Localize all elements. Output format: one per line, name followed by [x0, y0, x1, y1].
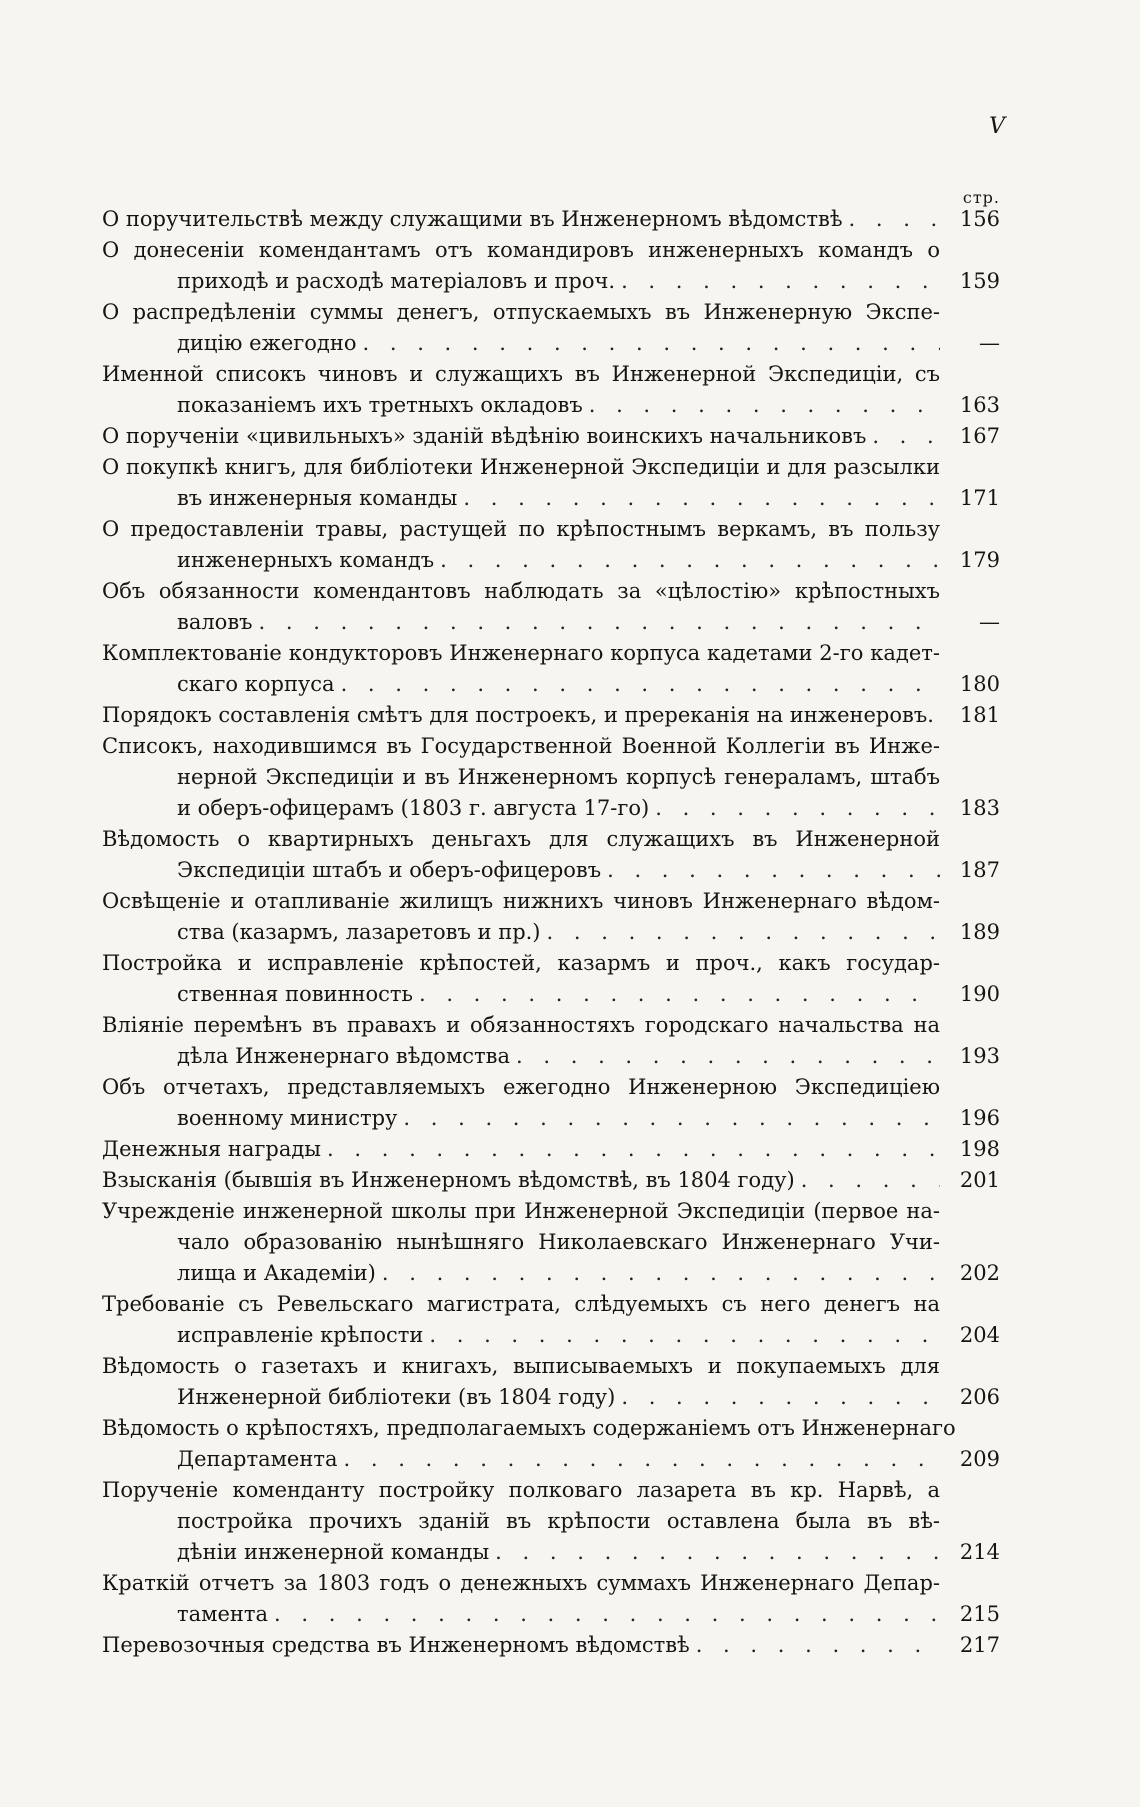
dot-leader [357, 328, 941, 359]
toc-entry-line [102, 390, 1000, 421]
toc-entry [102, 638, 1000, 700]
toc-entry-line [102, 1258, 1000, 1289]
dot-leader [268, 1599, 940, 1630]
dot-leader [338, 1444, 941, 1475]
toc-entry-line [102, 669, 1000, 700]
toc-entry-line [102, 1351, 1000, 1382]
toc-entry-text: Порученіе коменданту постройку полковаго лазарета въ кр. Нарвѣ, а [102, 1478, 940, 1502]
dot-leader [795, 1165, 940, 1196]
toc-entry-text: Вліяніе перемѣнъ въ правахъ и обязанностяхъ городскаго начальства на [102, 1013, 940, 1037]
toc-entry-page: 156 [959, 207, 1000, 231]
toc-entry-page: 217 [959, 1633, 1000, 1657]
toc-entry-page: 183 [959, 796, 1000, 820]
toc-entry [102, 1072, 1000, 1134]
toc-entry [102, 576, 1000, 638]
dot-leader [397, 1103, 940, 1134]
toc-entry [102, 1630, 1000, 1661]
toc-entry-text: военному министру [177, 1106, 398, 1130]
dot-leader [601, 855, 940, 886]
toc-entry [102, 1351, 1000, 1413]
toc-entry-text: исправленіе крѣпости [177, 1323, 424, 1347]
toc-entry-line [102, 607, 1000, 638]
dot-leader [541, 917, 940, 948]
toc-entry-line [102, 1382, 1000, 1413]
toc-entry-line [102, 638, 1000, 669]
toc-entry-text: скаго корпуса [177, 672, 335, 696]
toc-entry [102, 824, 1000, 886]
toc-entry-page: 214 [959, 1540, 1000, 1564]
toc-entry-text: Объ отчетахъ, представляемыхъ ежегодно Инженерною Экспедиціею [102, 1075, 940, 1099]
toc-entry-text: О донесеніи комендантамъ отъ командировъ инженерныхъ командъ о [102, 238, 940, 262]
page-column-header: стр. [962, 188, 1000, 207]
toc-entry-line [102, 700, 1000, 731]
toc-entry [102, 948, 1000, 1010]
toc-entry-line [102, 576, 1000, 607]
toc-entry-page: 198 [959, 1137, 1000, 1161]
toc-entry-line [102, 1630, 1000, 1661]
toc-entry [102, 359, 1000, 421]
dot-leader [843, 204, 941, 235]
toc-entry-page: — [979, 331, 1000, 355]
toc-entry-line [102, 1010, 1000, 1041]
toc-entry-text: ства (казармъ, лазаретовъ и пр.) [177, 920, 541, 944]
dot-leader [423, 1320, 940, 1351]
toc-entry-page: 204 [959, 1323, 1000, 1347]
toc-entry-line [102, 1599, 1000, 1630]
toc-entry-text: Инженерной библіотеки (въ 1804 году) [177, 1385, 616, 1409]
toc-entry-page: 209 [959, 1447, 1000, 1471]
toc-entry-text: Освѣщеніе и отапливаніе жилищъ нижнихъ чиновъ Инженернаго вѣдом- [102, 889, 940, 913]
toc-entry [102, 700, 1000, 731]
toc-entry [102, 731, 1000, 824]
dot-leader [615, 1382, 940, 1413]
toc-entry [102, 235, 1000, 297]
toc-entry-line [102, 328, 1000, 359]
toc-entry-text: Списокъ, находившимся въ Государственной Военной Коллегіи въ Инже- [102, 734, 940, 758]
toc-entry-text: Департамента [177, 1447, 338, 1471]
dot-leader [866, 421, 940, 452]
toc-entry-text: дицію ежегодно [177, 331, 357, 355]
toc-entry-text: Именной списокъ чиновъ и служащихъ въ Инженерной Экспедиціи, съ [102, 362, 940, 386]
toc-entry-line [102, 421, 1000, 452]
dot-leader [253, 607, 940, 638]
toc-entry-text: дѣла Инженернаго вѣдомства [177, 1044, 511, 1068]
toc-entry-text: Экспедиціи штабъ и оберъ-офицеровъ [177, 858, 602, 882]
toc-entry-line [102, 855, 1000, 886]
toc-entry-text: лища и Академіи) [177, 1261, 376, 1285]
toc-entry-line [102, 793, 1000, 824]
toc-entry-line [102, 824, 1000, 855]
dot-leader [321, 1134, 940, 1165]
toc-entry-page: 171 [959, 486, 1000, 510]
toc-entry-text: Краткій отчетъ за 1803 годъ о денежныхъ суммахъ Инженернаго Депар- [102, 1571, 940, 1595]
toc-entry [102, 886, 1000, 948]
toc-entry-text: О предоставленіи травы, растущей по крѣпостнымъ веркамъ, въ пользу [102, 517, 940, 541]
toc-entry-line [102, 1227, 1000, 1258]
toc-entry-line [102, 1103, 1000, 1134]
toc-entry-page: 180 [959, 672, 1000, 696]
toc-entry-page: 167 [959, 424, 1000, 448]
toc-entry [102, 1568, 1000, 1630]
toc-entry-text: Порядокъ составленія смѣтъ для построекъ, и пререканія на инженеровъ. [102, 703, 934, 727]
toc-entry-text: Перевозочныя средства въ Инженерномъ вѣдомствѣ [102, 1633, 690, 1657]
toc-entry-line [102, 545, 1000, 576]
toc-entry-page: 196 [959, 1106, 1000, 1130]
dot-leader [489, 1537, 940, 1568]
toc-entry-page: 187 [959, 858, 1000, 882]
toc-entry-page: 202 [959, 1261, 1000, 1285]
dot-leader [376, 1258, 940, 1289]
toc-entry-page: 201 [959, 1168, 1000, 1192]
toc-entry-text: Взысканія (бывшія въ Инженерномъ вѣдомствѣ, въ 1804 году) [102, 1168, 795, 1192]
toc-entry-line [102, 483, 1000, 514]
toc-entry-line [102, 979, 1000, 1010]
toc-entry-line [102, 266, 1000, 297]
dot-leader [615, 266, 940, 297]
toc-entry-line [102, 1041, 1000, 1072]
toc-entry-text: валовъ [177, 610, 253, 634]
toc-entry-text: Постройка и исправленіе крѣпостей, казармъ и проч., какъ государ- [102, 951, 940, 975]
toc-entry-page: — [979, 610, 1000, 634]
toc-entry-text: тамента [177, 1602, 269, 1626]
toc-entry-text: Вѣдомость о газетахъ и книгахъ, выписываемыхъ и покупаемыхъ для [102, 1354, 940, 1378]
toc-entry [102, 1196, 1000, 1289]
toc-entry [102, 452, 1000, 514]
toc-entry [102, 1165, 1000, 1196]
toc-entry-line [102, 1320, 1000, 1351]
toc-entry [102, 204, 1000, 235]
toc-entry [102, 514, 1000, 576]
toc-entry-text: Вѣдомость о квартирныхъ деньгахъ для служащихъ въ Инженерной [102, 827, 940, 851]
toc-entry-page: 179 [959, 548, 1000, 572]
page-number: V [989, 114, 1005, 139]
toc-entry-line [102, 1506, 1000, 1537]
toc-entry-text: дѣніи инженерной команды [177, 1540, 490, 1564]
toc-entry-line [102, 359, 1000, 390]
toc-entry-line [102, 1134, 1000, 1165]
toc-entry [102, 1134, 1000, 1165]
toc-entry [102, 297, 1000, 359]
toc-entry-page: 193 [959, 1044, 1000, 1068]
table-of-contents [102, 204, 1000, 1661]
toc-entry [102, 421, 1000, 452]
toc-entry-line [102, 1444, 1000, 1475]
toc-entry-line [102, 762, 1000, 793]
dot-leader [649, 793, 940, 824]
toc-entry [102, 1475, 1000, 1568]
toc-entry-page: 190 [959, 982, 1000, 1006]
toc-entry-text: О распредѣленіи суммы денегъ, отпускаемыхъ въ Инженерную Экспе- [102, 300, 940, 324]
toc-entry-text: ственная повинность [177, 982, 413, 1006]
toc-entry-text: О поручительствѣ между служащими въ Инженерномъ вѣдомствѣ [102, 207, 843, 231]
toc-entry-page: 159 [959, 269, 1000, 293]
toc-entry-line [102, 1072, 1000, 1103]
toc-entry-page: 181 [959, 703, 1000, 727]
toc-entry-line [102, 1196, 1000, 1227]
toc-entry-line [102, 297, 1000, 328]
toc-entry-text: постройка прочихъ зданій въ крѣпости оставлена была въ вѣ- [177, 1509, 940, 1533]
toc-entry-line [102, 1289, 1000, 1320]
toc-entry-text: Денежныя награды [102, 1137, 322, 1161]
toc-entry-line [102, 1537, 1000, 1568]
dot-leader [457, 483, 940, 514]
dot-leader [335, 669, 940, 700]
toc-entry-line [102, 917, 1000, 948]
dot-leader [510, 1041, 940, 1072]
toc-entry-text: инженерныхъ командъ [177, 548, 435, 572]
toc-entry-text: приходѣ и расходѣ матеріаловъ и проч. [177, 269, 616, 293]
toc-entry-text: Объ обязанности комендантовъ наблюдать за «цѣлостію» крѣпостныхъ [102, 579, 940, 603]
toc-entry-text: нерной Экспедиціи и въ Инженерномъ корпусѣ генераламъ, штабъ [177, 765, 940, 789]
toc-entry-text: и оберъ-офицерамъ (1803 г. августа 17-го) [177, 796, 650, 820]
toc-entry-line [102, 1568, 1000, 1599]
dot-leader [413, 979, 940, 1010]
toc-entry-text: въ инженерныя команды [177, 486, 458, 510]
toc-entry-line [102, 1165, 1000, 1196]
toc-entry-text: О покупкѣ книгъ, для библіотеки Инженерной Экспедиціи и для разсылки [102, 455, 940, 479]
toc-entry-line [102, 731, 1000, 762]
toc-entry-text: Требованіе съ Ревельскаго магистрата, слѣдуемыхъ съ него денегъ на [102, 1292, 940, 1316]
toc-entry-line [102, 948, 1000, 979]
toc-entry-text: Комплектованіе кондукторовъ Инженернаго корпуса кадетами 2-го кадет- [102, 641, 940, 665]
toc-entry-line [102, 204, 1000, 235]
toc-entry-text: чало образованію нынѣшняго Николаевскаго Инженернаго Учи- [177, 1230, 940, 1254]
toc-entry-text: Учрежденіе инженерной школы при Инженерной Экспедиціи (первое на- [102, 1199, 940, 1223]
toc-entry-text: О порученіи «цивильныхъ» зданій вѣдѣнію воинскихъ начальниковъ [102, 424, 867, 448]
toc-entry-line [102, 514, 1000, 545]
toc-entry-page: 215 [959, 1602, 1000, 1626]
toc-entry-text: Вѣдомость о крѣпостяхъ, предполагаемыхъ содержаніемъ отъ Инженернаго [102, 1416, 956, 1440]
toc-entry-line [102, 886, 1000, 917]
toc-entry-page: 206 [959, 1385, 1000, 1409]
dot-leader [583, 390, 940, 421]
toc-entry-page: 163 [959, 393, 1000, 417]
toc-entry [102, 1010, 1000, 1072]
toc-entry-page: 189 [959, 920, 1000, 944]
toc-entry-line [102, 235, 1000, 266]
toc-entry-line [102, 1475, 1000, 1506]
toc-entry-text: показаніемъ ихъ третныхъ окладовъ [177, 393, 583, 417]
toc-entry-line [102, 1413, 1000, 1444]
toc-entry [102, 1289, 1000, 1351]
dot-leader [690, 1630, 940, 1661]
toc-entry-line [102, 452, 1000, 483]
dot-leader [434, 545, 940, 576]
toc-entry [102, 1413, 1000, 1475]
